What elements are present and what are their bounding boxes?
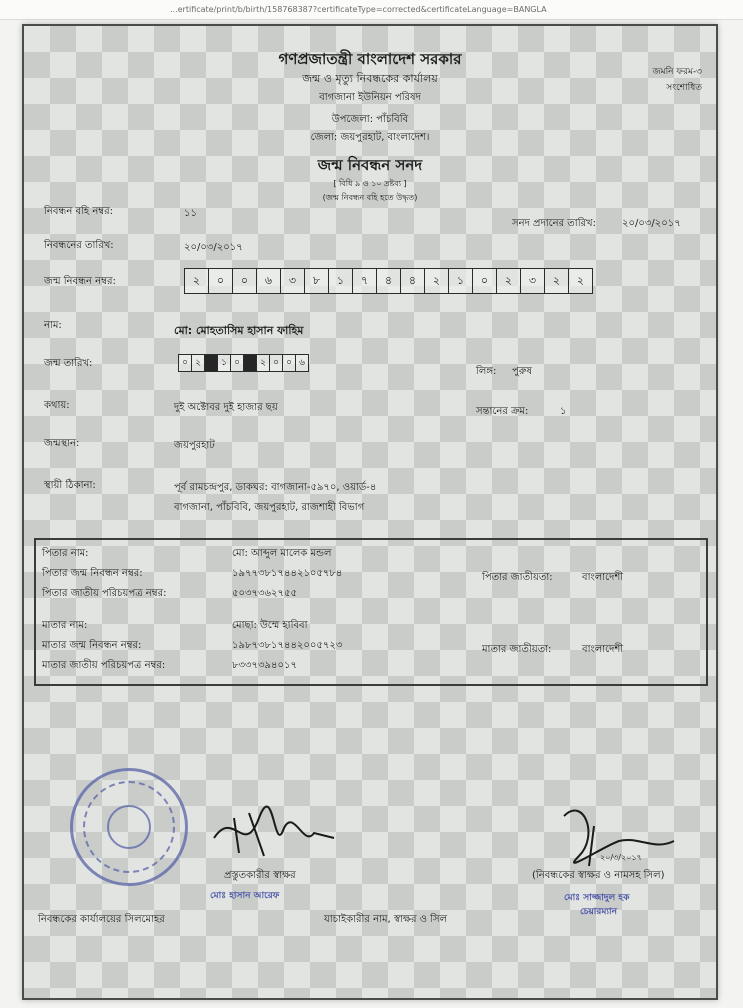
reg-no-digit: ৬ [256, 268, 281, 294]
mother-nationality-value: বাংলাদেশী [582, 644, 624, 655]
address-line-1: পূর্ব রামচন্দ্রপুর, ডাকঘর: বাগজানা-৫৯৭০, ওয়ার্ড-৪ [174, 482, 377, 493]
reg-no-digit: ৩ [280, 268, 305, 294]
reg-no-digit: ২ [424, 268, 449, 294]
reg-no-digit: ৪ [376, 268, 401, 294]
birth-order-label: সন্তানের ক্রম: [476, 406, 529, 417]
father-reg-value: ১৯৭৭৩৮১৭৪৪২১০৫৭৮৪ [232, 568, 343, 579]
reg-no-digit: ৭ [352, 268, 377, 294]
name-value: মো: মোহতাসিম হাসান ফাহিম [174, 324, 304, 337]
reg-no-label: জন্ম নিবন্ধন নম্বর: [44, 276, 116, 287]
reg-no-digit: ২ [544, 268, 569, 294]
dob-label: জন্ম তারিখ: [44, 358, 93, 369]
birth-order-value: ১ [560, 406, 567, 417]
preparer-signature-label: প্রস্তুতকারীর স্বাক্ষর [224, 870, 296, 881]
dob-digit: ০ [282, 354, 296, 372]
dob-digit: ২ [256, 354, 270, 372]
source-note: (জন্ম নিবন্ধন বহি হতে উদ্ধৃত) [322, 193, 418, 202]
union-heading: বাগজানা ইউনিয়ন পরিষদ [319, 92, 421, 103]
dob-separator [243, 354, 257, 372]
rule-reference: [ বিধি ৯ ও ১০ দ্রষ্টব্য ] [333, 179, 407, 188]
certificate-title: জন্ম নিবন্ধন সনদ [317, 156, 423, 174]
registrar-stamp-title: চেয়ারম্যান [580, 907, 617, 917]
dob-separator [204, 354, 218, 372]
in-words-value: দুই অক্টোবর দুই হাজার ছয় [174, 402, 278, 413]
office-heading: জন্ম ও মৃত্যু নিবন্ধকের কার্যালয় [302, 72, 438, 85]
mother-name-label: মাতার নাম: [42, 620, 88, 631]
father-nationality-value: বাংলাদেশী [582, 572, 624, 583]
office-seal-icon [70, 768, 188, 886]
signature-date: ২০/৩/২০১৭ [600, 853, 642, 862]
name-label: নাম: [44, 320, 62, 331]
address-line-2: বাগজানা, পাঁচবিবি, জয়পুরহাট, রাজশাহী বিভাগ [174, 502, 365, 513]
office-seal-label: নিবন্ধকের কার্যালয়ের সিলমোহর [38, 914, 165, 925]
reg-date-label: নিবন্ধনের তারিখ: [44, 240, 114, 251]
preparer-stamp-text: মোঃ হাসান আরেফ [210, 891, 280, 901]
father-reg-label: পিতার জন্ম নিবন্ধন নম্বর: [42, 568, 143, 579]
address-label: স্থায়ী ঠিকানা: [44, 480, 96, 491]
mother-nid-value: ৮৩৩৭৩৯৪০১৭ [232, 660, 297, 671]
reg-no-digit: ০ [472, 268, 497, 294]
sex-value: পুরুষ [512, 366, 532, 377]
reg-no-digit: ০ [208, 268, 233, 294]
in-words-label: কথায়: [44, 400, 70, 411]
form-status: সংশোধিত [666, 83, 702, 93]
father-nid-value: ৫০৩৭৩৬২৭৫৫ [232, 588, 297, 599]
book-no-label: নিবন্ধন বহি নম্বর: [44, 206, 114, 217]
father-name-value: মো: আব্দুল মালেক মন্ডল [232, 548, 332, 559]
father-nid-label: পিতার জাতীয় পরিচয়পত্র নম্বর: [42, 588, 167, 599]
reg-no-digit: ২ [568, 268, 593, 294]
sex-label: লিঙ্গ: [476, 366, 497, 377]
dob-digit: ৬ [295, 354, 309, 372]
form-number: জমনি ফরম-৩ [652, 67, 702, 77]
registrar-signature-label: (নিবন্ধকের স্বাক্ষর ও নামসহ সিল) [532, 870, 665, 881]
reg-no-digit: ০ [232, 268, 257, 294]
upazila-heading: উপজেলা: পাঁচবিবি [331, 114, 409, 125]
birthplace-label: জন্মস্থান: [44, 438, 80, 449]
reg-date-value: ২০/০৩/২০১৭ [184, 242, 243, 253]
mother-reg-value: ১৯৮৭৩৮১৭৪৪২০০৫৭২৩ [232, 640, 343, 651]
form-tag [653, 64, 702, 96]
birthplace-value: জয়পুরহাট [174, 440, 215, 451]
issue-date-label: সনদ প্রদানের তারিখ: [512, 218, 596, 229]
parents-box [34, 538, 708, 686]
book-no-value: ১১ [184, 208, 197, 219]
dob-digit: ০ [230, 354, 244, 372]
birth-certificate [22, 24, 718, 1000]
issue-date-value: ২০/০৩/২০১৭ [622, 218, 681, 229]
reg-no-boxes [184, 268, 592, 294]
mother-nid-label: মাতার জাতীয় পরিচয়পত্র নম্বর: [42, 660, 166, 671]
reg-no-digit: ৩ [520, 268, 545, 294]
dob-digit: ১ [217, 354, 231, 372]
mother-nationality-label: মাতার জাতীয়তা: [482, 644, 552, 655]
reg-no-digit: ২ [184, 268, 209, 294]
registrar-stamp-text: মোঃ সাজ্জাদুল হক [564, 893, 630, 903]
dob-boxes [178, 354, 308, 372]
reg-no-digit: ১ [328, 268, 353, 294]
government-heading: গণপ্রজাতন্ত্রী বাংলাদেশ সরকার [278, 50, 462, 68]
reg-no-digit: ১ [448, 268, 473, 294]
mother-name-value: মোছা: উম্মে হাবিবা [232, 620, 308, 631]
dob-digit: ০ [269, 354, 283, 372]
reg-no-digit: ২ [496, 268, 521, 294]
dob-digit: ২ [191, 354, 205, 372]
reg-no-digit: ৮ [304, 268, 329, 294]
dob-digit: ০ [178, 354, 192, 372]
reg-no-digit: ৪ [400, 268, 425, 294]
father-name-label: পিতার নাম: [42, 548, 89, 559]
verifier-label: যাচাইকারীর নাম, স্বাক্ষর ও সিল [324, 914, 448, 925]
district-heading: জেলা: জয়পুরহাট, বাংলাদেশ। [310, 132, 430, 143]
father-nationality-label: পিতার জাতীয়তা: [482, 572, 553, 583]
preparer-signature-icon [204, 798, 344, 868]
browser-url-text: ...ertificate/print/b/birth/158768387?certificateType=corrected&certificateLanguage=BANGLA [0, 0, 743, 20]
mother-reg-label: মাতার জন্ম নিবন্ধন নম্বর: [42, 640, 142, 651]
